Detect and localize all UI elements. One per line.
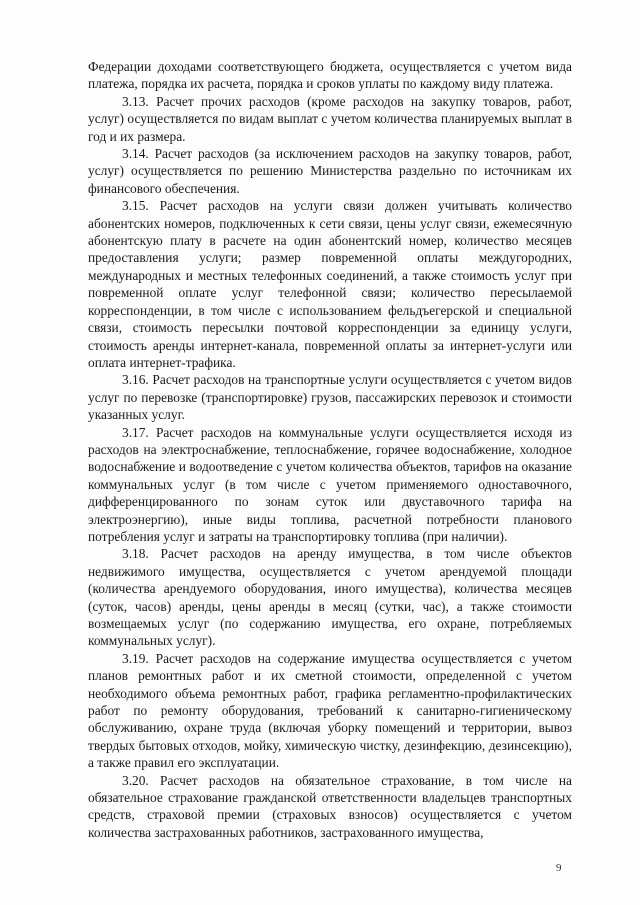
paragraph-3-15: 3.15. Расчет расходов на услуги связи должен учитывать количество абонентских номеров, подключенных к сети связи, цены услуг связи, ежемесячную абонентскую плату в расчете на один абонентский номер, количество месяцев предоставления услуги; размер повременной оплаты междугородних, международных и местных телефонных соединений, а также стоимость услуг при повременной оплате услуг телефонной связи; количество пересылаемой корреспонденции, в том числе с использованием фельдъегерской и специальной связи, стоимость пересылки почтовой корреспонденции за единицу услуги, стоимость аренды интернет-канала, повременной оплаты за интернет-услуги или оплата интернет-трафика. — [88, 198, 572, 370]
page-number: 9 — [556, 862, 562, 874]
paragraph-3-18: 3.18. Расчет расходов на аренду имущества, в том числе объектов недвижимого имущества, осуществляется с учетом арендуемой площади (количества арендуемого оборудования, иного имущества), количества месяцев (суток, часов) аренды, цены аренды в месяц (сутки, час), а также стоимости возмещаемых услуг (по содержанию имущества, его охране, потребляемых коммунальных услуг). — [88, 546, 572, 649]
paragraph-3-13: 3.13. Расчет прочих расходов (кроме расходов на закупку товаров, работ, услуг) осуществляется по видам выплат с учетом количества планируемых выплат в год и их размера. — [88, 93, 572, 144]
paragraph-3-20: 3.20. Расчет расходов на обязательное страхование, в том числе на обязательное страхование гражданской ответственности владельцев транспортных средств, страховой премии (страховых взносов) осуществляется с учетом количества застрахованных работников, застрахованного имущества, — [88, 772, 572, 840]
document-body — [88, 58, 572, 841]
paragraph-3-19: 3.19. Расчет расходов на содержание имущества осуществляется с учетом планов ремонтных работ и их сметной стоимости, определенной с учетом необходимого объема ремонтных работ, графика регламентно-профилактических работ по ремонту оборудования, требований к санитарно-гигиеническому обслуживанию, охране труда (включая уборку помещений и территории, вывоз твердых бытовых отходов, мойку, химическую чистку, дезинфекцию, дезинсекцию), а также правил его эксплуатации. — [88, 650, 572, 771]
paragraph-3-14: 3.14. Расчет расходов (за исключением расходов на закупку товаров, работ, услуг) осуществляется по решению Министерства раздельно по источникам их финансового обеспечения. — [88, 146, 572, 196]
paragraph-3-17: 3.17. Расчет расходов на коммунальные услуги осуществляется исходя из расходов на электроснабжение, теплоснабжение, горячее водоснабжение, холодное водоснабжение и водоотведение с учетом количества объектов, тарифов на оказание коммунальных услуг (в том числе с учетом применяемого одноставочного, дифференцированного по зонам суток или двуставочного тарифа на электроэнергию), иные виды топлива, расчетной потребности планового потребления услуг и затраты на транспортировку топлива (при наличии). — [88, 424, 572, 544]
paragraph-continuation: Федерации доходами соответствующего бюджета, осуществляется с учетом вида платежа, порядка их расчета, порядка и сроков уплаты по каждому виду платежа. — [88, 59, 572, 92]
paragraph-3-16: 3.16. Расчет расходов на транспортные услуги осуществляется с учетом видов услуг по перевозке (транспортировке) грузов, пассажирских перевозок и стоимости указанных услуг. — [88, 372, 572, 423]
